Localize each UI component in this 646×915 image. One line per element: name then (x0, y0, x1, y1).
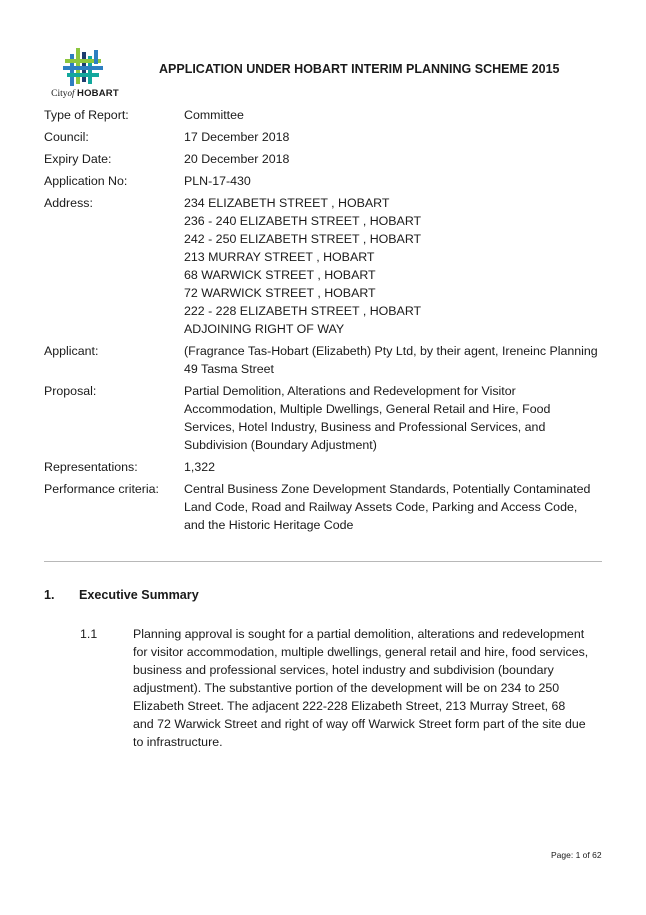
expiry-date-value: 20 December 2018 (184, 152, 290, 166)
representations-label: Representations: (44, 460, 138, 474)
applicant-row (44, 342, 614, 378)
paragraph-line: and 72 Warwick Street and right of way off Warwick Street form part of the site due (133, 717, 586, 731)
applicant-line: 49 Tasma Street (184, 362, 274, 376)
paragraph-line: for visitor accommodation, multiple dwellings, general retail and hire, food services, (133, 645, 589, 659)
address-line: 234 ELIZABETH STREET , HOBART (184, 196, 390, 210)
proposal-row (44, 382, 614, 454)
paragraph-line: to infrastructure. (133, 735, 223, 749)
proposal-line: Services, Hotel Industry, Business and Professional Services, and (184, 420, 546, 434)
page-number: Page: 1 of 62 (551, 850, 602, 860)
section-title: Executive Summary (79, 588, 199, 602)
address-line: 222 - 228 ELIZABETH STREET , HOBART (184, 304, 422, 318)
performance-criteria-label: Performance criteria: (44, 482, 159, 496)
performance-criteria-line: and the Historic Heritage Code (184, 518, 354, 532)
address-label: Address: (44, 196, 93, 210)
address-line: 72 WARWICK STREET , HOBART (184, 286, 376, 300)
paragraph-line: adjustment). The substantive portion of the development will be on 234 to 250 (133, 681, 560, 695)
section-divider (44, 561, 602, 562)
council-row (44, 128, 614, 146)
application-no-value: PLN-17-430 (184, 174, 251, 188)
paragraph-line: Planning approval is sought for a partial demolition, alterations and redevelopment (133, 627, 585, 641)
section-heading (44, 588, 199, 602)
proposal-line: Partial Demolition, Alterations and Redevelopment for Visitor (184, 384, 516, 398)
address-value (184, 194, 612, 338)
council-value: 17 December 2018 (184, 130, 290, 144)
address-line: 213 MURRAY STREET , HOBART (184, 250, 375, 264)
application-no-row (44, 172, 614, 190)
proposal-line: Accommodation, Multiple Dwellings, General Retail and Hire, Food (184, 402, 551, 416)
logo-wordmark: Cityof HOBART (51, 88, 119, 99)
address-row (44, 194, 614, 338)
address-line: 68 WARWICK STREET , HOBART (184, 268, 376, 282)
document-title: APPLICATION UNDER HOBART INTERIM PLANNING SCHEME 2015 (159, 62, 560, 76)
applicant-line: (Fragrance Tas-Hobart (Elizabeth) Pty Ltd, by their agent, Ireneinc Planning (184, 344, 598, 358)
paragraph-line: Elizabeth Street. The adjacent 222-228 Elizabeth Street, 213 Murray Street, 68 (133, 699, 566, 713)
proposal-line: Subdivision (Boundary Adjustment) (184, 438, 377, 452)
council-label: Council: (44, 130, 89, 144)
address-line: 242 - 250 ELIZABETH STREET , HOBART (184, 232, 422, 246)
representations-value: 1,322 (184, 460, 216, 474)
expiry-date-row (44, 150, 614, 168)
paragraph-line: business and professional services, hotel industry and subdivision (boundary (133, 663, 554, 677)
paragraph-1-1 (80, 625, 602, 751)
address-line: 236 - 240 ELIZABETH STREET , HOBART (184, 214, 422, 228)
applicant-label: Applicant: (44, 344, 99, 358)
expiry-date-label: Expiry Date: (44, 152, 112, 166)
proposal-label: Proposal: (44, 384, 97, 398)
section-number: 1. (44, 588, 55, 602)
report-details (44, 106, 614, 538)
performance-criteria-line: Land Code, Road and Railway Assets Code, Parking and Access Code, (184, 500, 578, 514)
application-no-label: Application No: (44, 174, 128, 188)
type-of-report-row (44, 106, 614, 124)
address-line: ADJOINING RIGHT OF WAY (184, 322, 345, 336)
paragraph-number: 1.1 (80, 627, 98, 641)
applicant-value (184, 342, 612, 378)
paragraph-text (133, 625, 602, 751)
performance-criteria-line: Central Business Zone Development Standards, Potentially Contaminated (184, 482, 591, 496)
type-of-report-label: Type of Report: (44, 108, 129, 122)
performance-criteria-value (184, 480, 612, 534)
performance-criteria-row (44, 480, 614, 534)
proposal-value (184, 382, 612, 454)
representations-row (44, 458, 614, 476)
type-of-report-value: Committee (184, 108, 244, 122)
